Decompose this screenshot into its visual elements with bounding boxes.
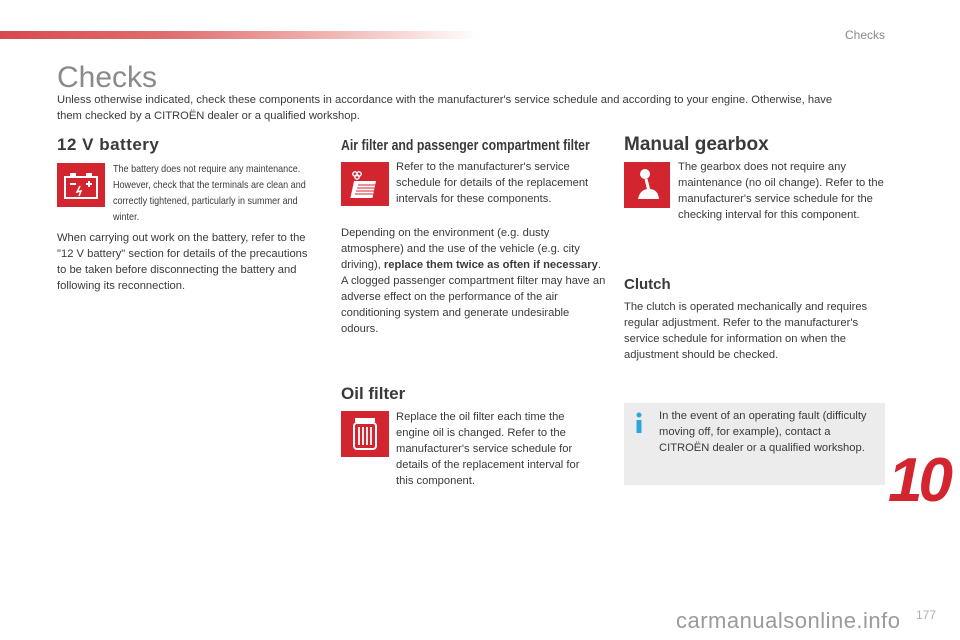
battery-note: The battery does not require any maintenance. However, check that the terminals are clean and correctly tightened, particularly in summer and winter. [113, 163, 306, 223]
gear-lever-icon [624, 162, 670, 208]
air-filter-body-1: Depending on the environment (e.g. dusty atmosphere) and the use of the vehicle (e.g. city driving), [341, 227, 580, 271]
air-filter-body [341, 225, 606, 337]
info-icon [632, 412, 646, 434]
air-filter-heading: Air filter and passenger compartment filter [341, 137, 590, 154]
air-filter-body-3: A clogged passenger compartment filter may have an adverse effect on the performance of the air conditioning system and generate undesirable odours. [341, 275, 606, 335]
air-filter-body-bold: replace them twice as often if necessary [383, 259, 598, 271]
oil-filter-note: Replace the oil filter each time the engine oil is changed. Refer to the manufacturer's service schedule for details of the replacement interval for this component. [396, 411, 580, 487]
battery-heading: 12 V battery [57, 135, 160, 154]
page-title: Checks [57, 61, 158, 94]
air-filter-body-2: . [597, 259, 601, 271]
oil-filter-heading: Oil filter [341, 384, 406, 403]
chapter-number: 10 [888, 446, 949, 515]
battery-icon [57, 163, 105, 207]
intro-text: Unless otherwise indicated, check these components in accordance with the manufacturer's service schedule and according to your engine. Otherwise, have them checked by a CITROËN dealer or a qualified workshop. [57, 94, 833, 122]
oil-filter-icon [341, 411, 389, 457]
gearbox-note: The gearbox does not require any maintenance (no oil change). Refer to the manufacturer's service schedule for the checking interval for this component. [678, 161, 884, 221]
filter-icon [341, 162, 389, 206]
watermark: carmanualsonline.info [676, 608, 901, 633]
info-text: In the event of an operating fault (difficulty moving off, for example), contact a CITROËN dealer or a qualified workshop. [659, 410, 867, 454]
section-tag: Checks [844, 28, 885, 42]
header-accent-bar [0, 31, 480, 39]
clutch-heading: Clutch [624, 276, 671, 293]
battery-body: When carrying out work on the battery, refer to the "12 V battery" section for details of the precautions to be taken before disconnecting the battery and following its reconnection. [57, 232, 308, 292]
page-number: 177 [915, 608, 936, 622]
clutch-body: The clutch is operated mechanically and requires regular adjustment. Refer to the manufacturer's service schedule for information on when the adjustment should be checked. [624, 301, 868, 361]
air-filter-note: Refer to the manufacturer's service schedule for details of the replacement intervals for these components. [396, 161, 589, 205]
gearbox-heading: Manual gearbox [624, 134, 769, 155]
